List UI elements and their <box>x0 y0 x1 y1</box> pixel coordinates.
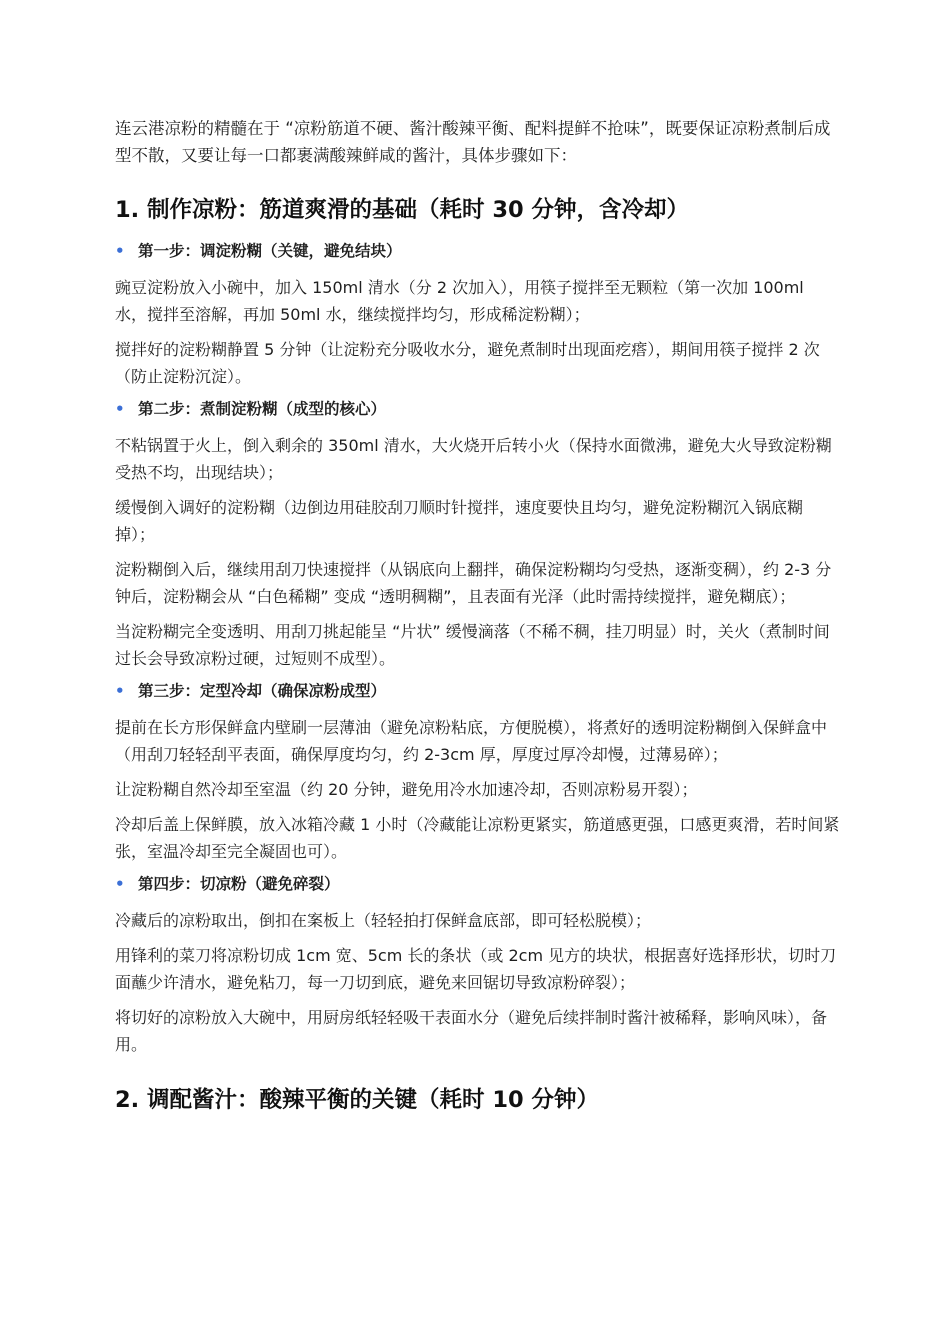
paragraph: 缓慢倒入调好的淀粉糊（边倒边用硅胶刮刀顺时针搅拌，速度要快且均匀，避免淀粉糊沉入锅底糊掉）； <box>115 498 804 544</box>
document-page <box>115 115 840 1130</box>
step-heading-4 <box>115 873 840 895</box>
bullet-icon: • <box>115 242 125 260</box>
step-title: 第一步：调淀粉糊（关键，避免结块） <box>138 242 402 260</box>
section-heading-1: 1. 制作凉粉：筋道爽滑的基础（耗时 30 分钟，含冷却） <box>115 197 690 223</box>
bullet-icon: • <box>115 682 125 700</box>
paragraph: 淀粉糊倒入后，继续用刮刀快速搅拌（从锅底向上翻拌，确保淀粉糊均匀受热，逐渐变稠），约 2-3 分钟后，淀粉糊会从 “白色稀糊” 变成 “透明稠糊”，且表面有光泽（此时需持续搅拌，避免糊底）； <box>115 560 832 606</box>
bullet-icon: • <box>115 400 125 418</box>
step-title: 第三步：定型冷却（确保凉粉成型） <box>138 682 387 700</box>
intro-paragraph: 连云港凉粉的精髓在于 “凉粉筋道不硬、酱汁酸辣平衡、配料提鲜不抢味”，既要保证凉粉煮制后成型不散，又要让每一口都裹满酸辣鲜咸的酱汁，具体步骤如下： <box>115 119 831 165</box>
step-title: 第二步：煮制淀粉糊（成型的核心） <box>138 400 387 418</box>
step-title: 第四步：切凉粉（避免碎裂） <box>138 875 340 893</box>
paragraph: 让淀粉糊自然冷却至室温（约 20 分钟，避免用冷水加速冷却，否则凉粉易开裂）； <box>115 780 698 799</box>
paragraph: 提前在长方形保鲜盒内壁刷一层薄油（避免凉粉粘底，方便脱模），将煮好的透明淀粉糊倒入保鲜盒中（用刮刀轻轻刮平表面，确保厚度均匀，约 2-3cm 厚，厚度过厚冷却慢，过薄易碎）； <box>115 718 828 764</box>
step-heading-3 <box>115 680 840 702</box>
paragraph: 冷却后盖上保鲜膜，放入冰箱冷藏 1 小时（冷藏能让凉粉更紧实，筋道感更强，口感更爽滑，若时间紧张，室温冷却至完全凝固也可）。 <box>115 815 840 861</box>
paragraph: 搅拌好的淀粉糊静置 5 分钟（让淀粉充分吸收水分，避免煮制时出现面疙瘩），期间用筷子搅拌 2 次（防止淀粉沉淀）。 <box>115 340 820 386</box>
step-heading-1 <box>115 240 840 262</box>
bullet-icon: • <box>115 875 125 893</box>
paragraph: 豌豆淀粉放入小碗中，加入 150ml 清水（分 2 次加入），用筷子搅拌至无颗粒（第一次加 100ml 水，搅拌至溶解，再加 50ml 水，继续搅拌均匀，形成稀淀粉糊）； <box>115 278 804 324</box>
paragraph: 用锋利的菜刀将凉粉切成 1cm 宽、5cm 长的条状（或 2cm 见方的块状，根据喜好选择形状，切时刀面蘸少许清水，避免粘刀，每一刀切到底，避免来回锯切导致凉粉碎裂）； <box>115 946 837 992</box>
step-heading-2 <box>115 398 840 420</box>
paragraph: 当淀粉糊完全变透明、用刮刀挑起能呈 “片状” 缓慢滴落（不稀不稠，挂刀明显）时，关火（煮制时间过长会导致凉粉过硬，过短则不成型）。 <box>115 622 830 668</box>
section-heading-2: 2. 调配酱汁：酸辣平衡的关键（耗时 10 分钟） <box>115 1087 600 1113</box>
paragraph: 不粘锅置于火上，倒入剩余的 350ml 清水，大火烧开后转小火（保持水面微沸，避免大火导致淀粉糊受热不均，出现结块）； <box>115 436 832 482</box>
paragraph: 冷藏后的凉粉取出，倒扣在案板上（轻轻拍打保鲜盒底部，即可轻松脱模）； <box>115 911 652 930</box>
paragraph: 将切好的凉粉放入大碗中，用厨房纸轻轻吸干表面水分（避免后续拌制时酱汁被稀释，影响风味），备用。 <box>115 1008 828 1054</box>
